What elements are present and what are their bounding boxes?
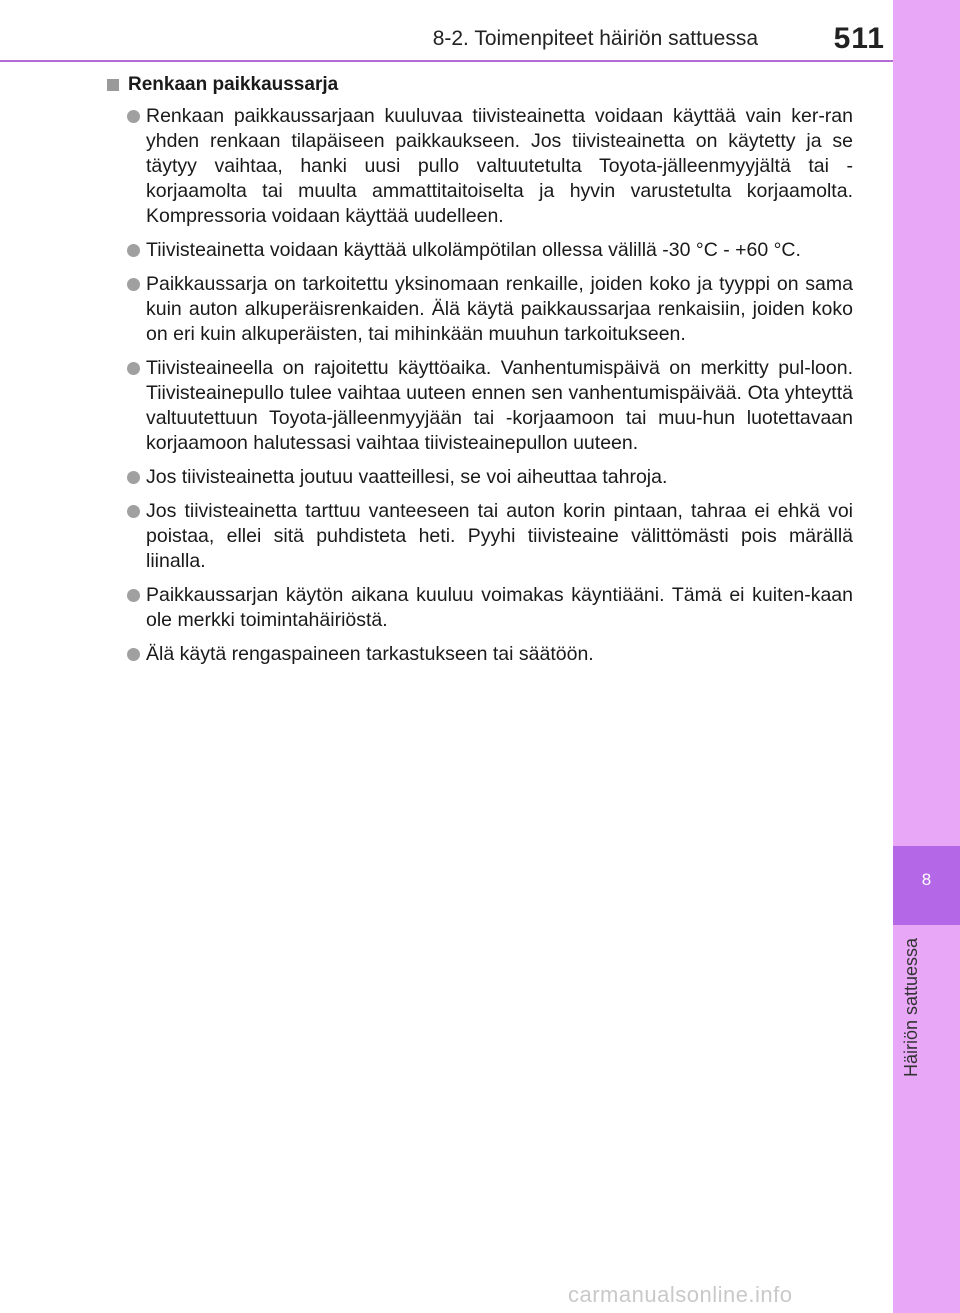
bullet-dot-icon — [127, 648, 140, 661]
chapter-side-label: Häiriön sattuessa — [901, 938, 921, 1078]
bullet-text: Renkaan paikkaussarjaan kuuluvaa tiivisteainetta voidaan käyttää vain ker-ran yhden renkaan tilapäiseen paikkaukseen. Jos tiivisteainetta on käytetty ja se täytyy vaihtaa, hanki uusi pullo valtuutetulta Toyota-jälleenmyyjältä tai -korjaamolta tai muulta ammattitaitoiselta ja hyvin varustetulta korjaamolta. Kompressoria voidaan käyttää uudelleen. — [146, 105, 853, 227]
list-item — [107, 272, 853, 347]
header-rule — [0, 60, 893, 62]
list-item — [107, 465, 853, 490]
bullet-text: Jos tiivisteainetta tarttuu vanteeseen tai auton korin pintaan, tahraa ei ehkä voi poistaa, ellei sitä puhdisteta heti. Pyyhi tiivisteaine välittömästi pois märällä liinalla. — [146, 500, 853, 572]
bullet-dot-icon — [127, 278, 140, 291]
watermark-link[interactable]: carmanualsonline.info — [568, 1282, 793, 1307]
square-bullet-icon — [107, 79, 119, 91]
page-number: 511 — [833, 22, 885, 55]
chapter-side-tab — [893, 0, 960, 1313]
chapter-number-block — [893, 846, 960, 925]
bullet-text: Jos tiivisteainetta joutuu vaatteillesi, se voi aiheuttaa tahroja. — [146, 466, 668, 488]
bullet-text: Tiivisteainetta voidaan käyttää ulkolämpötilan ollessa välillä -30 °C - +60 °C. — [146, 239, 801, 261]
list-item — [107, 642, 853, 667]
list-item — [107, 238, 853, 263]
bullet-dot-icon — [127, 589, 140, 602]
bullet-text: Tiivisteaineella on rajoitettu käyttöaika. Vanhentumispäivä on merkitty pul-loon. Tiivisteainepullo tulee vaihtaa uuteen ennen sen vanhentumispäivää. Ota yhteyttä valtuutettuun Toyota-jälleenmyyjään tai -korjaamoon tai muu-hun luotettavaan korjaamoon halutessasi vaihtaa tiivisteainepullon uuteen. — [146, 357, 853, 454]
list-item — [107, 499, 853, 574]
bullet-text: Paikkaussarja on tarkoitettu yksinomaan renkaille, joiden koko ja tyyppi on sama kuin auton alkuperäisrenkaiden. Älä käytä paikkaussarjaa renkaisiin, joiden koko on eri kuin alkuperäisten, tai mihinkään muuhun tarkoitukseen. — [146, 273, 853, 345]
bullet-dot-icon — [127, 505, 140, 518]
bullet-dot-icon — [127, 362, 140, 375]
bullet-dot-icon — [127, 110, 140, 123]
bullet-text: Älä käytä rengaspaineen tarkastukseen tai säätöön. — [146, 643, 594, 665]
list-item — [107, 104, 853, 229]
list-item — [107, 356, 853, 456]
bullet-dot-icon — [127, 244, 140, 257]
page-header — [0, 0, 893, 62]
list-item — [107, 583, 853, 633]
bullet-dot-icon — [127, 471, 140, 484]
bullet-text: Paikkaussarjan käytön aikana kuuluu voimakas käyntiääni. Tämä ei kuiten-kaan ole merkki toimintahäiriöstä. — [146, 584, 853, 631]
section-heading — [107, 74, 853, 96]
bullet-list — [107, 104, 853, 667]
section-heading-text: Renkaan paikkaussarja — [128, 74, 339, 95]
main-content — [107, 74, 853, 676]
chapter-title: 8-2. Toimenpiteet häiriön sattuessa — [432, 27, 758, 50]
chapter-number: 8 — [921, 870, 932, 889]
